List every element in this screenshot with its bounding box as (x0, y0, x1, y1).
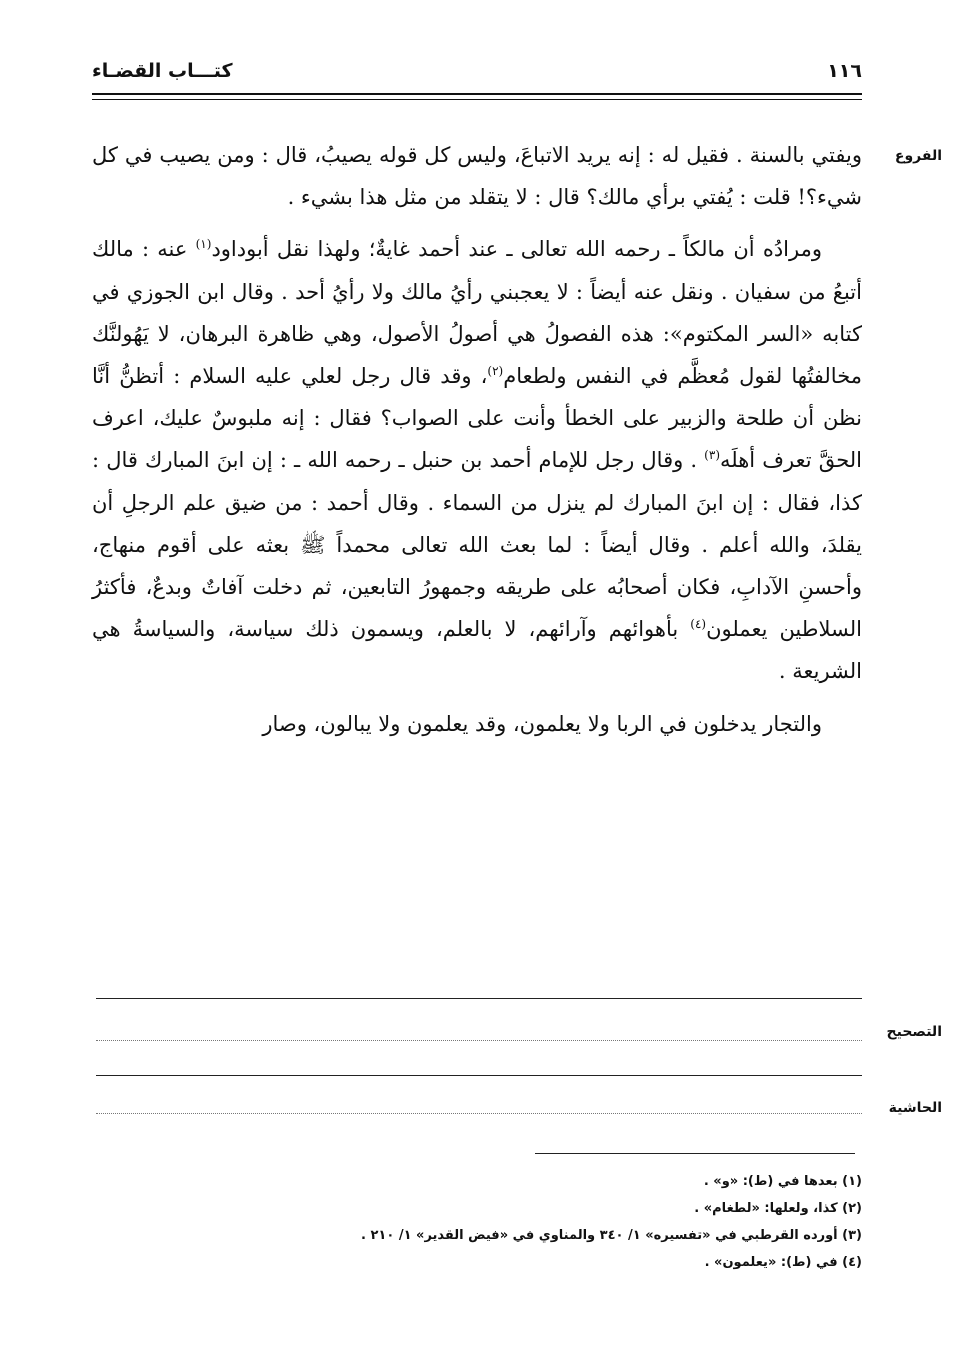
paragraph-2: ومرادُه أن مالكاً ـ رحمه الله تعالى ـ عند أحمد غايةٌ؛ ولهذا نقل أبوداود$^{(١)}$ عنه : مالك أتبعُ من سفيان . ونقل عنه أيضاً : لا يعجبني رأيُ مالك ولا رأيُ أحد . وقال ابن الجوزي في كتابه «السر المكتوم»: هذه الفصولُ هي أصولُ الأصول، وهي ظاهرة البرهان، لا يَهُولنَّك مخالفتُها لقول مُعظَّم في النفس ولطعام$^{(٢)}$، وقد قال رجل لعلي عليه السلام : أتظنُّ أنَّا نظن أن طلحة والزبير على الخطأ وأنت على الصواب؟ فقال : إنه ملبوسٌ عليك، اعرف الحقَّ تعرف أهلَه$^{(٣)}$ . وقال رجل للإمام أحمد بن حنبل ـ رحمه الله ـ : إن ابنَ المبارك قال : كذا، فقال : إن ابنَ المبارك لم ينزل من السماء . وقال أحمد : من ضيق علم الرجلِ أن يقلدَ، والله أعلم . وقال أيضاً : لما بعث الله تعالى محمداً ﷺ بعثه على أقوم منهاج، وأحسنِ الآدابِ، فكان أصحابُه على طريقه وجمهورُ التابعين، ثم دخلت آفاتٌ وبدعٌ، فأكثرُ السلاطين يعملون$^{(٤)}$ بأهوائهم وآرائهم، لا بالعلم، ويسمون ذلك سياسة، والسياسةُ هي الشريعة . (92, 237, 862, 684)
section-label: الفروع (894, 148, 942, 164)
page-header (92, 60, 862, 94)
footnote-1: (١) بعدها في (ط): «و» . (703, 1174, 862, 1189)
paragraph-1: ويفتي بالسنة . فقيل له : إنه يريد الاتباعَ، وليس كل قوله يصيبُ، قال : ومن يصيب في كل شيء؟! قلت : يُفتي برأي مالك؟ قال : لا يتقلد من مثل هذا بشيء . (92, 143, 862, 210)
main-text (92, 134, 862, 745)
footnote-ref-1: (١) (195, 237, 212, 252)
footnote-ref-4: (٤) (690, 617, 707, 632)
footnote-ref-2: (٢) (487, 364, 504, 379)
footnotes (202, 1168, 862, 1276)
footnote-2: (٢) كذا، ولعلها: «لطغام» . (694, 1201, 862, 1216)
paragraph-3: والتجار يدخلون في الربا ولا يعلمون، وقد يعلمون ولا يبالون، وصار (262, 711, 822, 736)
margin-top-rule (96, 1075, 862, 1076)
correction-dotted-line (96, 1040, 862, 1041)
header-double-rule (92, 93, 862, 100)
footnote-3: (٣) أورده القرطبي في «تفسيره» ١/ ٣٤٠ والمناوي في «فيض القدير» ١/ ٢١٠ . (361, 1228, 862, 1243)
page-number: ١١٦ (827, 60, 862, 82)
correction-top-rule (96, 998, 862, 999)
margin-dotted-line (96, 1113, 862, 1114)
correction-label: التصحيح (886, 1024, 942, 1040)
margin-notes-label: الحاشية (888, 1100, 942, 1116)
book-title: كتـــاب القضـاء (92, 60, 233, 82)
footnote-ref-3: (٣) (704, 448, 720, 463)
footnote-separator (535, 1153, 855, 1154)
footnote-4: (٤) في (ط): «يعلمون» . (704, 1255, 862, 1270)
